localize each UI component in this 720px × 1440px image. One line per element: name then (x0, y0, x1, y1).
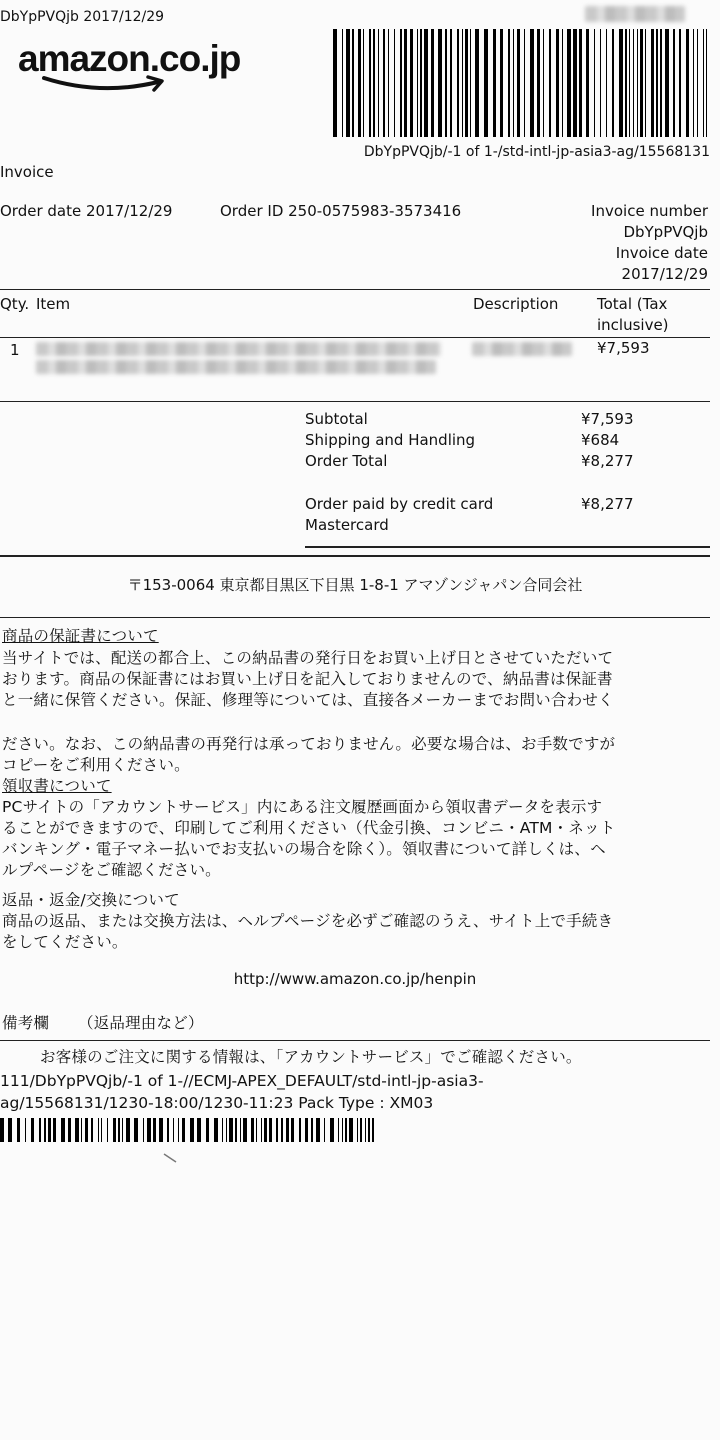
barcode-bar (619, 29, 623, 137)
barcode-bar (556, 29, 559, 137)
barcode-bar (484, 29, 488, 137)
barcode-bar (342, 1118, 343, 1142)
barcode-bar (673, 29, 675, 137)
barcode-bar (53, 1118, 56, 1142)
barcode-bar (400, 29, 402, 137)
barcode-bar (679, 29, 681, 137)
barcode-bar (656, 29, 658, 137)
amazon-logo (18, 38, 278, 98)
barcode-bar (450, 29, 452, 137)
barcode-bar (134, 1118, 138, 1142)
barcode-bar (345, 1118, 347, 1142)
barcode-bar (229, 1118, 233, 1142)
barcode-bar (240, 1118, 241, 1142)
returns-line: をしてください。 (2, 933, 128, 951)
barcode-bar (107, 1118, 108, 1142)
row-qty: 1 (10, 341, 20, 359)
barcode-bar (251, 1118, 254, 1142)
barcode-bar (431, 29, 434, 137)
barcode-bar (633, 29, 634, 137)
barcode-bar (438, 29, 442, 137)
barcode-bar (594, 29, 595, 137)
order-date: Order date 2017/12/29 (0, 202, 173, 220)
divider (0, 289, 710, 290)
company-address: 〒153-0064 東京都目黒区下目黒 1-8-1 アマゾンジャパン合同会社 (127, 576, 583, 594)
barcode-bar (81, 1118, 82, 1142)
barcode-bar (305, 1118, 308, 1142)
barcode-bar (269, 1118, 272, 1142)
barcode-bar (457, 29, 459, 137)
barcode-bar (549, 29, 551, 137)
barcode-bar (61, 1118, 65, 1142)
col-qty: Qty. (0, 295, 30, 313)
barcode-bar (524, 29, 525, 137)
divider (0, 337, 710, 338)
barcode-bar (299, 1118, 301, 1142)
warranty-line: 当サイトでは、配送の都合上、この納品書の発行日をお買い上げ日とさせていただいて (2, 649, 614, 667)
barcode-bar (214, 1118, 218, 1142)
barcode-bar (291, 1118, 294, 1142)
barcode-bar (508, 29, 510, 137)
barcode-bar (372, 1118, 374, 1142)
logo-text: amazon.co.jp (18, 38, 241, 79)
warranty-line: おります。商品の保証書にはお買い上げ日を記入しておりませんので、納品書は保証書 (2, 670, 613, 688)
barcode-bar (606, 29, 607, 137)
barcode-bar (44, 1118, 46, 1142)
col-total-line1: Total (Tax (597, 295, 668, 313)
receipt-line: ルプページをご確認ください。 (2, 861, 221, 879)
receipt-line: PCサイトの「アカウントサービス」内にある注文履歴画面から領収書データを表示す (2, 798, 603, 816)
header-code-date: DbYpPVQjb 2017/12/29 (0, 9, 165, 25)
barcode-bar (91, 1118, 93, 1142)
receipt-line: ることができますので、印刷してご利用ください（代金引換、コンビニ・ATM・ネット (2, 819, 616, 837)
barcode-bar (383, 29, 385, 137)
invoice-date: 2017/12/29 (621, 265, 708, 283)
barcode-bar (346, 29, 350, 137)
barcode-bar (373, 29, 375, 137)
barcode-bar (311, 1118, 313, 1142)
logo-smile-icon (40, 74, 180, 96)
barcode-bar (703, 29, 704, 137)
paid-label: Order paid by credit card (305, 495, 494, 513)
barcode-bar (153, 1118, 156, 1142)
receipt-heading: 領収書について (2, 777, 112, 795)
barcode-bar (600, 29, 601, 137)
barcode-bar (686, 29, 689, 137)
barcode-bar (330, 1118, 334, 1142)
barcode-bar (645, 29, 646, 137)
barcode-bottom (0, 1118, 378, 1142)
barcode-bar (651, 29, 654, 137)
barcode-bar (360, 1118, 362, 1142)
barcode-bar (706, 29, 707, 137)
barcode-bar (500, 29, 503, 137)
subtotal-value: ¥7,593 (581, 410, 634, 428)
barcode-bar (281, 1118, 283, 1142)
barcode-bar (264, 1118, 267, 1142)
redacted-description (472, 342, 572, 356)
barcode-caption: DbYpPVQjb/-1 of 1-/std-intl-jp-asia3-ag/15568131 (363, 144, 710, 160)
barcode-bar (261, 1118, 262, 1142)
shipping-label: Shipping and Handling (305, 431, 476, 449)
barcode-bar (357, 1118, 358, 1142)
divider-thick (0, 555, 710, 557)
footer-code-line: 111/DbYpPVQjb/-1 of 1-//ECMJ-APEX_DEFAULT/std-intl-jp-asia3- (0, 1072, 484, 1090)
barcode-bar (39, 1118, 41, 1142)
barcode-bar (222, 1118, 223, 1142)
redacted-label (585, 6, 685, 22)
barcode-bar (625, 29, 627, 137)
barcode-bar (338, 1118, 339, 1142)
card-type: Mastercard (305, 516, 389, 534)
barcode-bar (445, 29, 447, 137)
redacted-item-line (36, 342, 441, 356)
barcode-bar (342, 29, 343, 137)
barcode-bar (517, 29, 520, 137)
barcode-bar (0, 1118, 4, 1142)
barcode-bar (68, 1118, 71, 1142)
barcode-bar (562, 29, 563, 137)
barcode-bar (31, 1118, 34, 1142)
barcode-bar (352, 29, 354, 137)
invoice-date-label: Invoice date (615, 244, 708, 262)
barcode-bar (122, 1118, 123, 1142)
barcode-bar (462, 29, 463, 137)
speck-mark (160, 1150, 190, 1170)
barcode-bar (697, 29, 698, 137)
barcode-bar (530, 29, 534, 137)
barcode-bar (573, 29, 577, 137)
barcode-bar (369, 29, 371, 137)
footer-code-line: ag/15568131/1230-18:00/1230-11:23 Pack Type : XM03 (0, 1094, 434, 1112)
barcode-bar (513, 29, 514, 137)
barcode-bar (368, 1118, 370, 1142)
barcode-bar (394, 29, 395, 137)
doc-title: Invoice (0, 163, 54, 181)
paid-value: ¥8,277 (581, 495, 634, 513)
barcode-bar (143, 1118, 144, 1142)
barcode-bar (586, 29, 589, 137)
barcode-bar (629, 29, 630, 137)
barcode-bar (48, 1118, 51, 1142)
warranty-line: ださい。なお、この納品書の再発行は承っておりません。必要な場合は、お手数ですが (2, 735, 616, 753)
order-total-label: Order Total (305, 452, 388, 470)
barcode-bar (378, 29, 379, 137)
warranty-line: コピーをご利用ください。 (2, 756, 190, 774)
returns-line: 商品の返品、または交換方法は、ヘルプページを必ずご確認のうえ、サイト上で手続き (2, 912, 614, 930)
shipping-value: ¥684 (581, 431, 620, 449)
barcode-bar (101, 1118, 102, 1142)
barcode-bar (206, 1118, 209, 1142)
barcode-bar (579, 29, 582, 137)
barcode-bar (612, 29, 614, 137)
divider (0, 401, 710, 402)
barcode-bar (567, 29, 571, 137)
barcode-bar (637, 29, 638, 137)
barcode-bar (8, 1118, 12, 1142)
divider (0, 617, 710, 618)
barcode-bar (243, 1118, 247, 1142)
barcode-bar (363, 29, 364, 137)
barcode-bar (276, 1118, 278, 1142)
barcode-bar (17, 1118, 20, 1142)
barcode-bar (417, 29, 418, 137)
barcode-bar (388, 29, 389, 137)
returns-heading: 返品・返金/交換について (2, 891, 180, 909)
barcode-bar (235, 1118, 237, 1142)
barcode-bar (365, 1118, 366, 1142)
barcode-bar (226, 1118, 227, 1142)
barcode-bar (173, 1118, 174, 1142)
warranty-heading: 商品の保証書について (2, 627, 159, 645)
invoice-number-label: Invoice number (591, 202, 708, 220)
barcode-bar (410, 29, 413, 137)
subtotal-label: Subtotal (305, 410, 368, 428)
returns-url: http://www.amazon.co.jp/henpin (233, 970, 477, 988)
invoice-number: DbYpPVQjb (623, 223, 708, 241)
divider (0, 1040, 710, 1041)
row-total: ¥7,593 (597, 339, 650, 357)
barcode-bar (475, 29, 479, 137)
barcode-bar (98, 1118, 99, 1142)
barcode-bar (75, 1118, 79, 1142)
order-id: Order ID 250-0575983-3573416 (220, 202, 462, 220)
remarks-note: （返品理由など） (78, 1014, 204, 1032)
barcode-bar (349, 1118, 353, 1142)
barcode-bar (640, 29, 643, 137)
footer-info: お客様のご注文に関する情報は、「アカウントサービス」でご確認ください。 (40, 1048, 582, 1066)
barcode-bar (537, 29, 540, 137)
barcode-bar (424, 29, 428, 137)
barcode-bar (543, 29, 544, 137)
barcode-bar (147, 1118, 151, 1142)
barcode-bar (85, 1118, 88, 1142)
barcode-bar (167, 1118, 169, 1142)
barcode-bar (118, 1118, 120, 1142)
barcode-bar (358, 29, 361, 137)
barcode-bar (324, 1118, 325, 1142)
barcode-bar (113, 1118, 116, 1142)
col-item: Item (36, 295, 71, 313)
col-total-line2: inclusive) (597, 316, 669, 334)
barcode-bar (126, 1118, 130, 1142)
barcode-bar (404, 29, 407, 137)
barcode-bar (693, 29, 694, 137)
barcode-bar (197, 1118, 201, 1142)
redacted-item-line (36, 360, 436, 374)
barcode-bar (256, 1118, 257, 1142)
barcode-bar (178, 1118, 179, 1142)
summary-divider (305, 546, 710, 548)
barcode-bar (420, 29, 422, 137)
remarks-label: 備考欄 (2, 1014, 50, 1032)
barcode-bar (286, 1118, 289, 1142)
barcode-bar (493, 29, 496, 137)
barcode-bar (25, 1118, 26, 1142)
barcode-top (333, 29, 710, 137)
barcode-bar (660, 29, 662, 137)
barcode-bar (333, 29, 337, 137)
barcode-bar (316, 1118, 320, 1142)
barcode-bar (470, 29, 471, 137)
order-total-value: ¥8,277 (581, 452, 634, 470)
col-description: Description (473, 295, 559, 313)
barcode-bar (665, 29, 669, 137)
receipt-line: バンキング・電子マネー払いでお支払いの場合を除く）。領収書について詳しくは、ヘ (2, 840, 606, 858)
warranty-line: と一緒に保管ください。保証、修理等については、直接各メーカーまでお問い合わせく (2, 691, 614, 709)
barcode-bar (465, 29, 468, 137)
barcode-bar (182, 1118, 185, 1142)
barcode-bar (190, 1118, 194, 1142)
barcode-bar (159, 1118, 163, 1142)
